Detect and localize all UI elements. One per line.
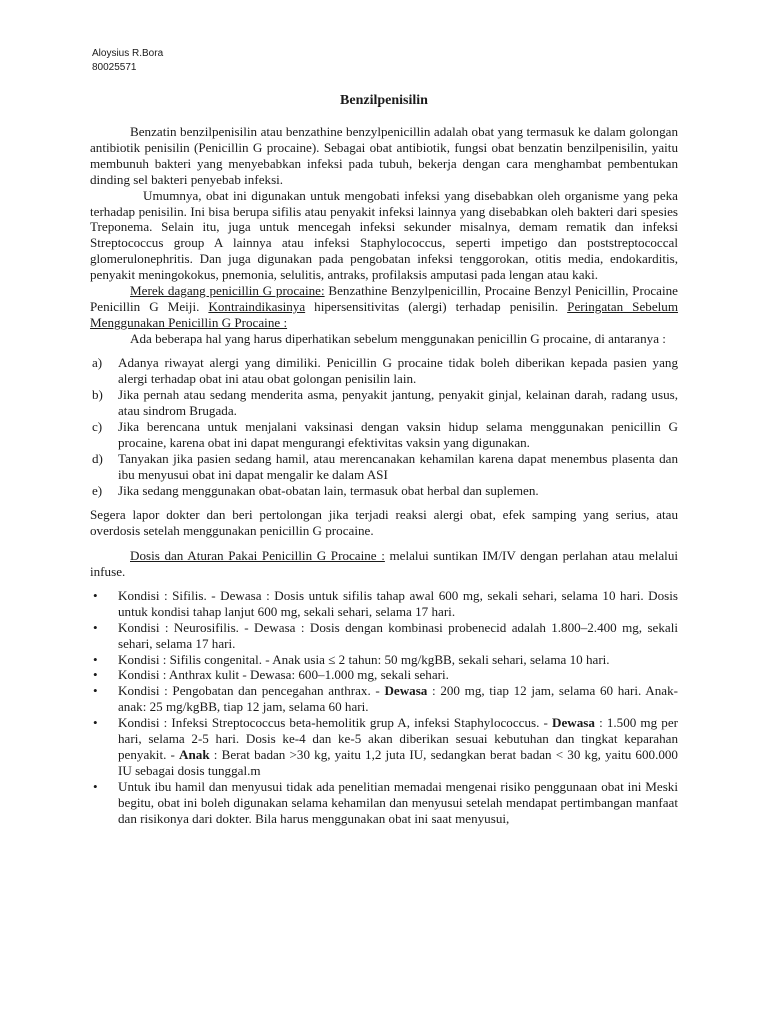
document-title: Benzilpenisilin <box>340 93 428 108</box>
warning-label: Peringatan Sebelum Menggunakan Penicillin G Procaine : <box>90 298 679 330</box>
bullet-icon: • <box>93 778 98 794</box>
condition-item <box>90 620 678 652</box>
condition-text: : Berat badan >30 kg, yaitu 1,2 juta IU, sedangkan berat badan < 30 kg, yaitu 600.000 IU sebagai dosis tunggal.m <box>118 747 678 778</box>
warning-item <box>90 419 678 451</box>
list-marker: e) <box>92 483 103 499</box>
condition-text: : 200 mg, tiap 12 jam, selama 60 hari. Anak-anak: 25 mg/kgBB, tiap 12 jam, selama 60 hari. <box>118 683 678 715</box>
condition-item <box>90 667 678 683</box>
condition-bold-label: Dewasa <box>384 683 428 699</box>
spacer <box>90 499 678 507</box>
warning-text: Jika sedang menggunakan obat-obatan lain, termasuk obat herbal dan suplemen. <box>118 483 539 499</box>
warning-list <box>90 355 678 499</box>
condition-text: Kondisi : Infeksi Streptococcus beta-hemolitik grup A, infeksi Staphylococcus. - <box>118 715 553 731</box>
brand-paragraph <box>90 283 678 331</box>
usage-paragraph: Umumnya, obat ini digunakan untuk mengobati infeksi yang disebabkan oleh organisme yang peka terhadap penisilin. Ini bisa berupa sifilis atau penyakit infeksi lainnya yang disebabkan oleh bakteri dari spesies Treponema. Selain itu, juga untuk mencegah infeksi sekunder misalnya, demam rematik dan infeksi Streptococcus group A lainnya atau infeksi Staphylococcus, seperti impetigo dan poststreptococcal glomerulonephritis. Dan juga digunakan pada pengobatan infeksi tenggorokan, otitis media, endokarditis, penyakit meningokokus, pnemonia, selulitis, antraks, profilaksis amputasi pada lengan atau kaki. <box>90 187 678 283</box>
spacer <box>90 539 678 548</box>
author-id: 80025571 <box>92 62 137 73</box>
precaution-intro: Ada beberapa hal yang harus diperhatikan sebelum menggunakan penicillin G procaine, di antaranya : <box>130 330 666 346</box>
warning-item <box>90 451 678 483</box>
warning-item <box>90 355 678 387</box>
brand-label: Merek dagang penicillin G procaine: <box>130 283 325 299</box>
bullet-icon: • <box>93 587 98 603</box>
condition-text: Kondisi : Anthrax kulit - Dewasa: 600–1.000 mg, sekali sehari. <box>118 667 449 683</box>
bullet-icon: • <box>93 715 98 731</box>
list-marker: d) <box>92 451 103 467</box>
list-marker: a) <box>92 354 103 370</box>
condition-item <box>90 715 678 779</box>
author-block <box>92 47 163 75</box>
contraindication-label: Kontraindikasinya <box>208 298 306 314</box>
bullet-icon: • <box>93 683 98 699</box>
warning-item <box>90 483 678 499</box>
bullet-icon: • <box>93 619 98 635</box>
warning-item <box>90 387 678 419</box>
intro-paragraph: Benzatin benzilpenisilin atau benzathine benzylpenicillin adalah obat yang termasuk ke dalam golongan antibiotik penisilin (Penicillin G procaine). Sebagai obat antibiotik, fungsi obat benzatin benzilpenisilin, yaitu membunuh bakteri yang menyebabkan infeksi pada tubuh, bekerja dengan cara menghambat pembentukan dinding sel bakteri penyebab infeksi. <box>90 124 678 187</box>
condition-item <box>90 779 678 827</box>
condition-text: Untuk ibu hamil dan menyusui tidak ada penelitian memadai mengenai risiko penggunaan obat ini Meski begitu, obat ini boleh digunakan selama kehamilan dan menyusui setelah mendapat pertimbangan manfaat dan risikonya dari dokter. Bila harus menggunakan obat ini saat menyusui, <box>118 778 678 826</box>
contraindication-text: hipersensitivitas (alergi) terhadap penisilin. <box>305 298 568 314</box>
brand-text: Benzathine Benzylpenicillin, Procaine Benzyl Penicillin, Procaine Penicillin G Meiji. <box>90 283 678 314</box>
condition-item <box>90 588 678 620</box>
warning-text: Tanyakan jika pasien sedang hamil, atau merencanakan kehamilan karena dapat menembus plasenta dan ibu menyusui obat ini dapat mengalir ke dalam ASI <box>118 451 678 482</box>
dosage-text: melalui suntikan IM/IV dengan perlahan atau melalui infuse. <box>90 548 678 580</box>
condition-text: Kondisi : Neurosifilis. - Dewasa : Dosis dengan kombinasi probenecid adalah 1.800–2.400 mg, sekali sehari, selama 17 hari. <box>118 619 678 651</box>
condition-item <box>90 683 678 715</box>
condition-text: Kondisi : Pengobatan dan pencegahan anthrax. - <box>118 683 385 699</box>
warning-text: Jika berencana untuk menjalani vaksinasi dengan vaksin hidup selama menggunakan penicillin G procaine, karena obat ini dapat mengurangi efektivitas vaksin yang digunakan. <box>118 418 678 450</box>
report-paragraph: Segera lapor dokter dan beri pertolongan jika terjadi reaksi alergi obat, efek samping yang serius, atau overdosis setelah menggunakan penicillin G procaine. <box>90 507 678 539</box>
list-marker: b) <box>92 386 103 402</box>
bullet-icon: • <box>93 651 98 667</box>
warning-text: Jika pernah atau sedang menderita asma, penyakit jantung, penyakit ginjal, kelainan darah, radang usus, atau sindrom Brugada. <box>118 386 678 418</box>
warning-text: Adanya riwayat alergi yang dimiliki. Penicillin G procaine tidak boleh diberikan kepada pasien yang alergi terhadap obat ini atau obat golongan penisilin lain. <box>118 354 678 386</box>
bullet-icon: • <box>93 667 98 683</box>
author-name: Aloysius R.Bora <box>92 48 164 59</box>
condition-text: : 1.500 mg per hari, selama 2-5 hari. Dosis ke-4 dan ke-5 akan diberikan sesuai kebutuhan dan tingkat keparahan penyakit. - <box>118 715 678 763</box>
list-marker: c) <box>92 418 103 434</box>
condition-bold-label: Dewasa <box>552 715 595 731</box>
condition-bold-label: Anak <box>179 747 210 763</box>
condition-text: Kondisi : Sifilis. - Dewasa : Dosis untuk sifilis tahap awal 600 mg, sekali sehari, selama 10 hari. Dosis untuk kondisi tahap lanjut 600 mg, sekali sehari, selama 17 hari. <box>118 587 678 619</box>
dosage-paragraph <box>90 548 678 580</box>
dosage-label: Dosis dan Aturan Pakai Penicillin G Procaine : <box>130 548 385 564</box>
condition-list <box>90 588 678 827</box>
document-body <box>90 124 678 827</box>
condition-text: Kondisi : Sifilis congenital. - Anak usia ≤ 2 tahun: 50 mg/kgBB, sekali sehari, selama 10 hari. <box>118 651 610 667</box>
condition-item <box>90 652 678 668</box>
